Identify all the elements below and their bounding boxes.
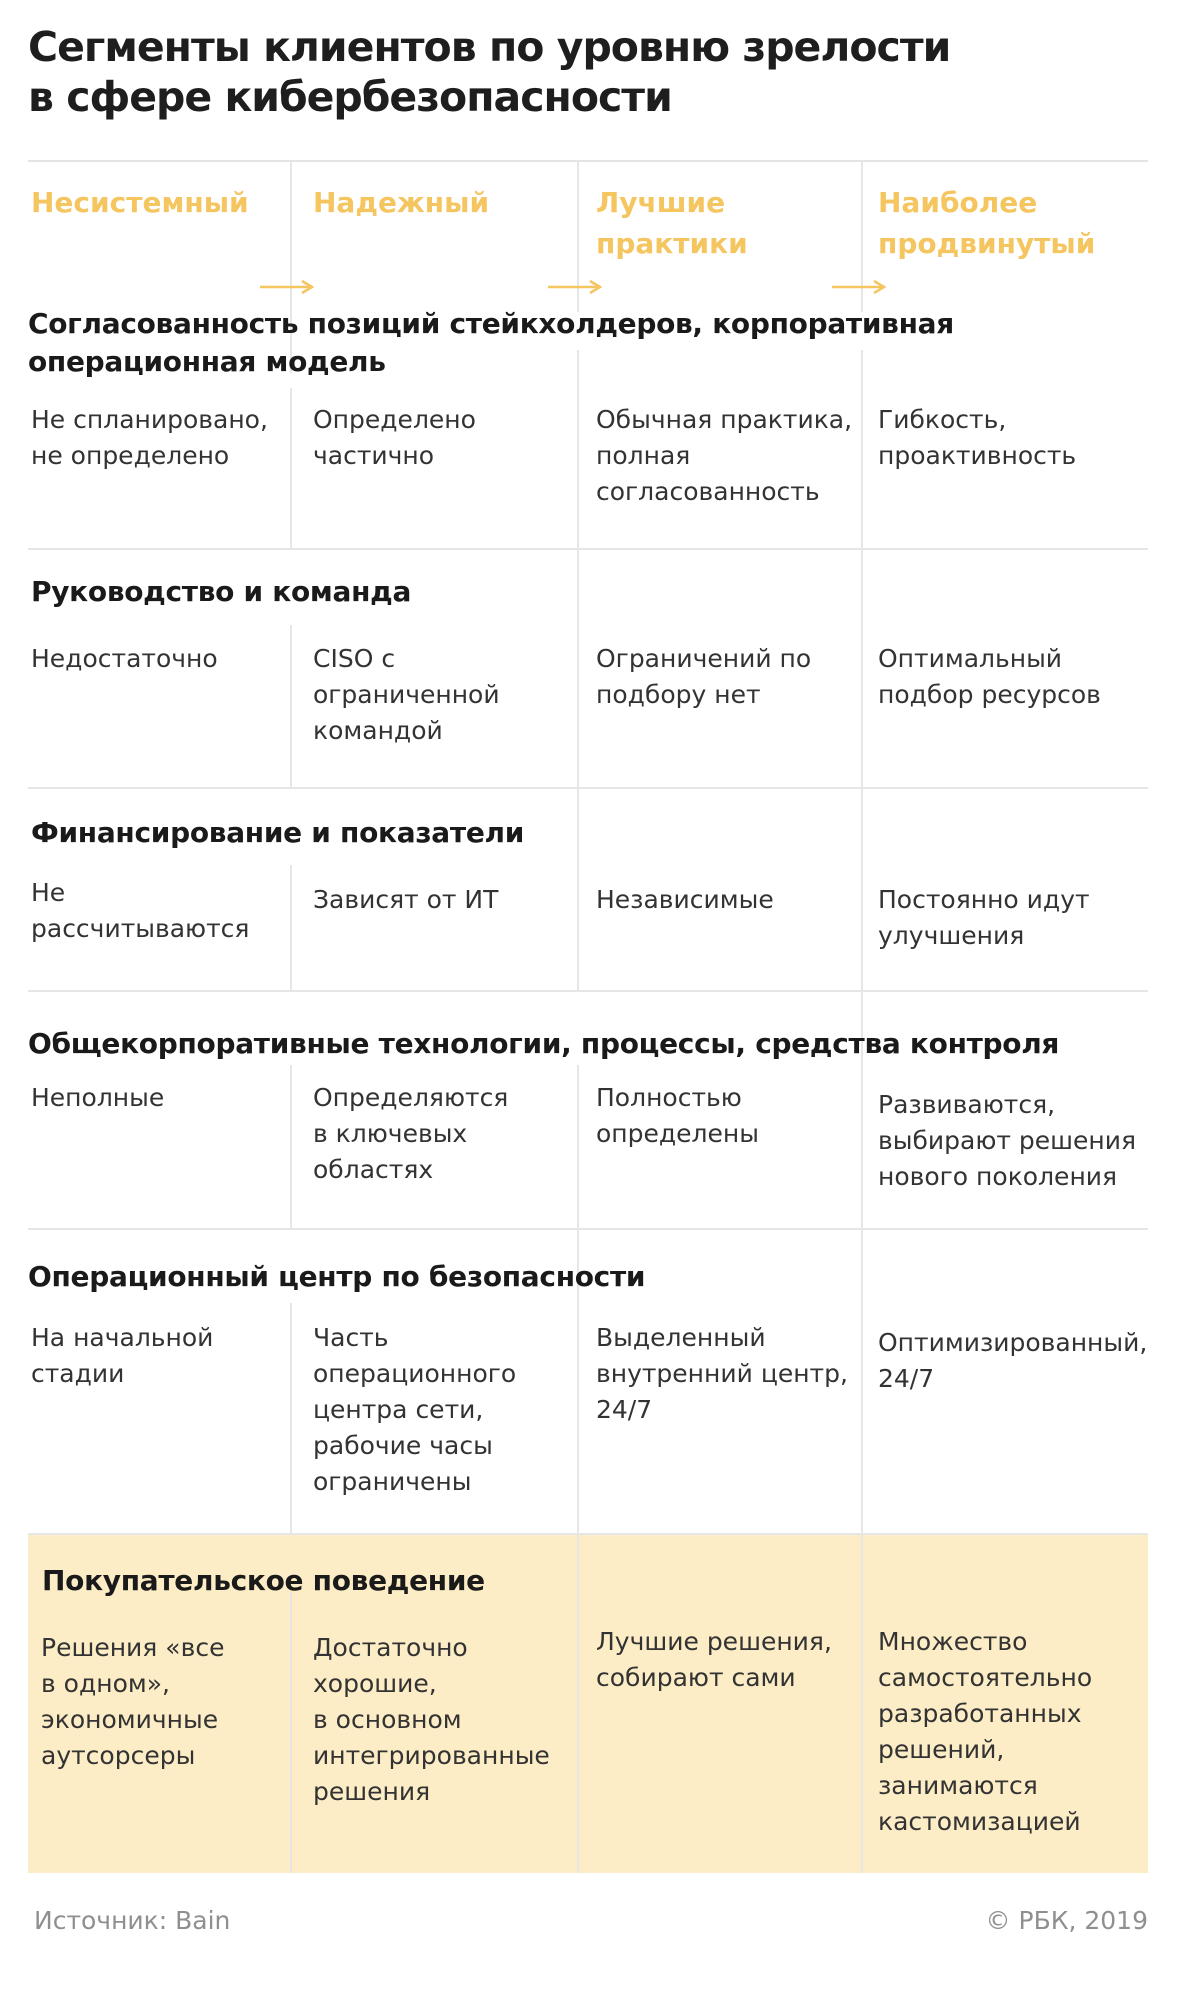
column-divider-1 [290, 865, 292, 990]
cell-line: внутренний центр, [596, 1359, 848, 1388]
cell-line: Часть [313, 1323, 389, 1352]
arrow-right-icon [832, 279, 892, 295]
cell-line: Лучшие решения, [596, 1627, 832, 1656]
cell-soc-col-4 [878, 1325, 1147, 1397]
column-divider-3 [861, 550, 863, 787]
cell-stakeholders-col-3 [596, 402, 852, 510]
column-divider-1 [290, 1592, 292, 1873]
cell-line: Оптимальный [878, 644, 1063, 673]
cell-buying-col-4 [878, 1624, 1092, 1840]
section-divider [28, 1533, 1148, 1535]
cell-line: Не [31, 878, 66, 907]
cell-buying-col-1 [41, 1630, 224, 1774]
cell-line: улучшения [878, 921, 1025, 950]
column-divider-3 [861, 789, 863, 990]
cell-line: 24/7 [878, 1364, 935, 1393]
cell-line: интегрированные [313, 1741, 550, 1770]
cell-line: подбор ресурсов [878, 680, 1101, 709]
cell-line: решения [313, 1777, 431, 1806]
cell-technologies-col-2 [313, 1080, 508, 1188]
column-divider-2 [577, 550, 579, 787]
cell-stakeholders-col-4 [878, 402, 1076, 474]
cell-line: ограниченной [313, 680, 500, 709]
column-header-1 [31, 182, 249, 223]
cell-line: Выделенный [596, 1323, 766, 1352]
column-divider-2 [577, 789, 579, 990]
arrow-right-icon [260, 279, 320, 295]
cell-line: проактивность [878, 441, 1077, 470]
cell-line: Независимые [596, 885, 774, 914]
cell-line: Постоянно идут [878, 885, 1090, 914]
cell-line: занимаются [878, 1771, 1038, 1800]
cell-line: Достаточно [313, 1633, 468, 1662]
column-header-2 [313, 182, 489, 223]
cell-technologies-col-3 [596, 1080, 759, 1152]
cell-leadership-col-3 [596, 641, 811, 713]
cell-line: рабочие часы [313, 1431, 493, 1460]
section-title-line: Покупательское поведение [42, 1564, 485, 1597]
column-header-line: практики [596, 227, 748, 260]
cell-line: определены [596, 1119, 760, 1148]
column-divider-3 [861, 1230, 863, 1533]
cell-line: Развиваются, [878, 1090, 1056, 1119]
cell-line: полная [596, 441, 691, 470]
column-header-line: Надежный [313, 186, 490, 219]
column-divider-2 [577, 1065, 579, 1228]
cell-line: Определено [313, 405, 476, 434]
section-divider [28, 548, 1148, 550]
cell-line: Определяются [313, 1083, 509, 1112]
cell-buying-col-2 [313, 1630, 550, 1810]
section-title-line: Согласованность позиций стейкхолдеров, корпоративная [28, 307, 954, 340]
column-divider-2 [577, 1535, 579, 1873]
cell-stakeholders-col-2 [313, 402, 476, 474]
column-header-line: Наиболее [878, 186, 1038, 219]
cell-line: подбору нет [596, 680, 761, 709]
cell-line: Не спланировано, [31, 405, 268, 434]
cell-line: в основном [313, 1705, 462, 1734]
section-divider [28, 787, 1148, 789]
cell-line: не определено [31, 441, 230, 470]
arrow-right-icon [548, 279, 608, 295]
cell-line: аутсорсеры [41, 1741, 196, 1770]
cell-line: 24/7 [596, 1395, 653, 1424]
cell-leadership-col-2 [313, 641, 500, 749]
column-divider-1 [290, 625, 292, 787]
cell-line: Зависят от ИТ [313, 885, 499, 914]
chart-title-line-1: Сегменты клиентов по уровню зрелости [28, 23, 951, 71]
source-note: Источник: Bain [34, 1906, 231, 1935]
cell-line: Решения «все [41, 1633, 225, 1662]
section-title-line: операционная модель [28, 345, 386, 378]
section-divider [28, 990, 1148, 992]
column-divider-3 [861, 1535, 863, 1873]
cell-funding-col-1 [31, 875, 249, 947]
section-title-technologies [28, 1025, 1059, 1063]
cell-line: в ключевых [313, 1119, 468, 1148]
column-header-4 [878, 182, 1095, 264]
column-header-line: продвинутый [878, 227, 1096, 260]
section-title-line: Общекорпоративные технологии, процессы, средства контроля [28, 1027, 1060, 1060]
column-divider-1 [290, 388, 292, 548]
cell-line: разработанных [878, 1699, 1082, 1728]
cell-line: Множество [878, 1627, 1028, 1656]
cell-leadership-col-4 [878, 641, 1101, 713]
cell-line: нового поколения [878, 1162, 1118, 1191]
cell-line: экономичные [41, 1705, 219, 1734]
column-header-3 [596, 182, 748, 264]
section-title-line: Операционный центр по безопасности [28, 1260, 646, 1293]
section-title-line: Финансирование и показатели [31, 816, 525, 849]
section-title-buying-behavior [42, 1562, 485, 1600]
cell-line: ограничены [313, 1467, 472, 1496]
cell-line: Ограничений по [596, 644, 812, 673]
cell-line: решений, [878, 1735, 1005, 1764]
cell-line: самостоятельно [878, 1663, 1093, 1692]
cell-line: командой [313, 716, 443, 745]
cell-stakeholders-col-1 [31, 402, 268, 474]
cell-line: рассчитываются [31, 914, 250, 943]
section-title-funding [31, 814, 524, 852]
cell-technologies-col-1 [31, 1080, 164, 1116]
column-header-line: Несистемный [31, 186, 249, 219]
cell-line: частично [313, 441, 435, 470]
cell-line: Гибкость, [878, 405, 1007, 434]
top-divider [28, 160, 1148, 162]
chart-title [28, 22, 1128, 122]
cell-line: согласованность [596, 477, 820, 506]
cell-line: Недостаточно [31, 644, 218, 673]
column-header-line: Лучшие [596, 186, 726, 219]
cell-funding-col-4 [878, 882, 1090, 954]
section-title-stakeholders [28, 305, 954, 381]
cell-line: собирают сами [596, 1663, 796, 1692]
chart-title-line-2: в сфере кибербезопасности [28, 73, 672, 121]
cell-buying-col-3 [596, 1624, 832, 1696]
cell-line: хорошие, [313, 1669, 437, 1698]
cell-soc-col-2 [313, 1320, 516, 1500]
section-title-soc [28, 1258, 645, 1296]
cell-soc-col-3 [596, 1320, 848, 1428]
section-divider [28, 1228, 1148, 1230]
cell-line: Оптимизированный, [878, 1328, 1148, 1357]
cell-line: областях [313, 1155, 434, 1184]
cell-line: CISO с [313, 644, 396, 673]
cell-line: Обычная практика, [596, 405, 853, 434]
cell-funding-col-2 [313, 882, 498, 918]
cell-funding-col-3 [596, 882, 774, 918]
cell-soc-col-1 [31, 1320, 213, 1392]
cell-line: На начальной [31, 1323, 214, 1352]
cell-line: стадии [31, 1359, 125, 1388]
cell-line: выбирают решения [878, 1126, 1137, 1155]
cell-technologies-col-4 [878, 1087, 1136, 1195]
cell-line: центра сети, [313, 1395, 484, 1424]
cell-line: Полностью [596, 1083, 742, 1112]
cell-line: Неполные [31, 1083, 165, 1112]
cell-leadership-col-1 [31, 641, 218, 677]
column-divider-1 [290, 1065, 292, 1228]
cell-line: в одном», [41, 1669, 171, 1698]
section-title-leadership [31, 573, 411, 611]
copyright: © РБК, 2019 [985, 1906, 1148, 1935]
section-title-line: Руководство и команда [31, 575, 412, 608]
cell-line: операционного [313, 1359, 517, 1388]
column-divider-1 [290, 1303, 292, 1533]
cell-line: кастомизацией [878, 1807, 1081, 1836]
